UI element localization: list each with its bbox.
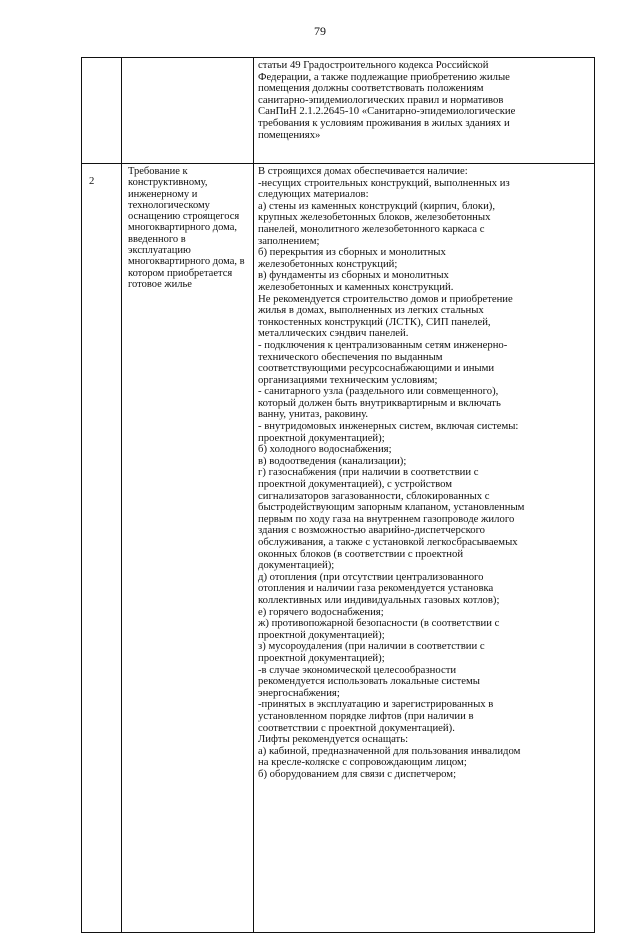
content-line: жилья в домах, выполненных из легких стальных — [258, 304, 484, 317]
content-line: г) газоснабжения (при наличии в соответствии с — [258, 466, 479, 479]
content-line: б) оборудованием для связи с диспетчером; — [258, 767, 457, 780]
content-line: б) холодного водоснабжения; — [258, 443, 392, 456]
content-line: Лифты рекомендуется оснащать: — [258, 733, 409, 746]
content-line: - внутридомовых инженерных систем, включая системы: — [258, 420, 519, 433]
content-line: статьи 49 Градостроительного кодекса Российской — [258, 59, 489, 71]
page-number: 79 — [314, 24, 326, 38]
content-line: в) фундаменты из сборных и монолитных — [258, 269, 449, 282]
content-line: который должен быть внутриквартирным и включать — [258, 396, 501, 409]
content-line: помещения должны соответствовать положениям — [258, 82, 484, 95]
content-line: -принятых в эксплуатацию и зарегистрированных в — [258, 698, 494, 711]
content-line: ж) противопожарной безопасности (в соответствии с — [258, 617, 500, 630]
content-line: б) перекрытия из сборных и монолитных — [258, 246, 446, 259]
requirements-table — [81, 57, 595, 933]
row-number-cell: 2 — [82, 164, 122, 933]
content-line: соответствии с проектной документацией). — [258, 721, 455, 734]
content-line: е) горячего водоснабжения; — [258, 605, 384, 618]
content-line: - подключения к централизованным сетям инженерно- — [258, 338, 508, 351]
content-line: д) отопления (при отсутствии централизованного — [258, 570, 484, 583]
content-line: требования к условиям проживания в жилых зданиях и — [258, 116, 510, 129]
content-line: технического обеспечения по выданным — [258, 350, 443, 363]
content-line: Федерации, а также подлежащие приобретению жилые — [258, 70, 510, 83]
requirement-cell: Требование к конструктивному, инженерному и технологическому оснащению строящегося многоквартирного дома, введенного в эксплуатацию многоквартирного дома, в котором приобретается готовое жилье — [122, 164, 254, 933]
content-line: организациями техническим условиям; — [258, 373, 438, 386]
content-line: железобетонных и каменных конструкций. — [258, 280, 454, 293]
content-cell — [254, 58, 595, 164]
content-line: проектной документацией); — [258, 651, 385, 664]
content-line: а) стены из каменных конструкций (кирпич, блоки), — [258, 199, 496, 212]
content-line: з) мусороудаления (при наличии в соответствии с — [258, 640, 485, 653]
content-line: -в случае экономической целесообразности — [258, 663, 457, 676]
content-line: СанПиН 2.1.2.2645-10 «Санитарно-эпидемиологические — [258, 105, 516, 118]
content-line: в) водоотведения (канализации); — [258, 454, 407, 467]
content-line: проектной документацией), с устройством — [258, 478, 453, 491]
content-line: документацией); — [258, 559, 335, 572]
content-line: следующих материалов: — [258, 188, 369, 201]
content-line: сигнализаторов загазованности, сблокированных с — [258, 489, 490, 502]
content-line: а) кабиной, предназначенной для пользования инвалидом — [258, 744, 521, 757]
content-line: установленном порядке лифтов (при наличии в — [258, 709, 474, 722]
content-line: проектной документацией); — [258, 431, 385, 444]
content-line: оконных блоков (в соответствии с проектной — [258, 547, 464, 560]
content-line: панелей, монолитного железобетонного каркаса с — [258, 222, 485, 235]
requirement-cell — [122, 58, 254, 164]
content-line: первым по ходу газа на внутреннем газопроводе жилого — [258, 512, 515, 525]
table-row — [82, 58, 595, 164]
content-line: здания с возможностью аварийно-диспетчерского — [258, 524, 486, 537]
content-line: проектной документацией); — [258, 628, 385, 641]
content-line: быстродействующим запорным клапаном, установленным — [258, 501, 525, 514]
content-cell — [254, 164, 595, 933]
content-line: металлических сэндвич панелей. — [258, 327, 409, 340]
content-line: отопления и наличии газа рекомендуется установка — [258, 582, 494, 595]
content-line: крупных железобетонных блоков, железобетонных — [258, 211, 491, 224]
content-line: тонкостенных конструкций (ЛСТК), СИП панелей, — [258, 315, 491, 328]
content-line: обслуживания, а также с установкой легкосбрасываемых — [258, 536, 518, 548]
content-line: санитарно-эпидемиологических правил и нормативов — [258, 93, 504, 106]
content-line: Не рекомендуется строительство домов и приобретение — [258, 292, 513, 305]
content-line: ванну, унитаз, раковину. — [258, 408, 369, 421]
content-line: В строящихся домах обеспечивается наличие: — [258, 165, 468, 177]
content-line: коллективных или индивидуальных газовых котлов); — [258, 593, 500, 606]
content-line: рекомендуется использовать локальные системы — [258, 675, 480, 688]
content-line: помещениях» — [258, 128, 321, 141]
content-line: -несущих строительных конструкций, выполненных из — [258, 176, 510, 189]
row-number-cell — [82, 58, 122, 164]
content-line: - санитарного узла (раздельного или совмещенного), — [258, 385, 499, 398]
content-line: энергоснабжения; — [258, 686, 340, 699]
table-row — [82, 164, 595, 933]
content-line: заполнением; — [258, 234, 320, 247]
content-line: на кресле-коляске с сопровождающим лицом; — [258, 756, 467, 769]
content-line: железобетонных конструкций; — [258, 257, 398, 270]
content-line: соответствующими ресурсоснабжающими и иными — [258, 362, 495, 375]
